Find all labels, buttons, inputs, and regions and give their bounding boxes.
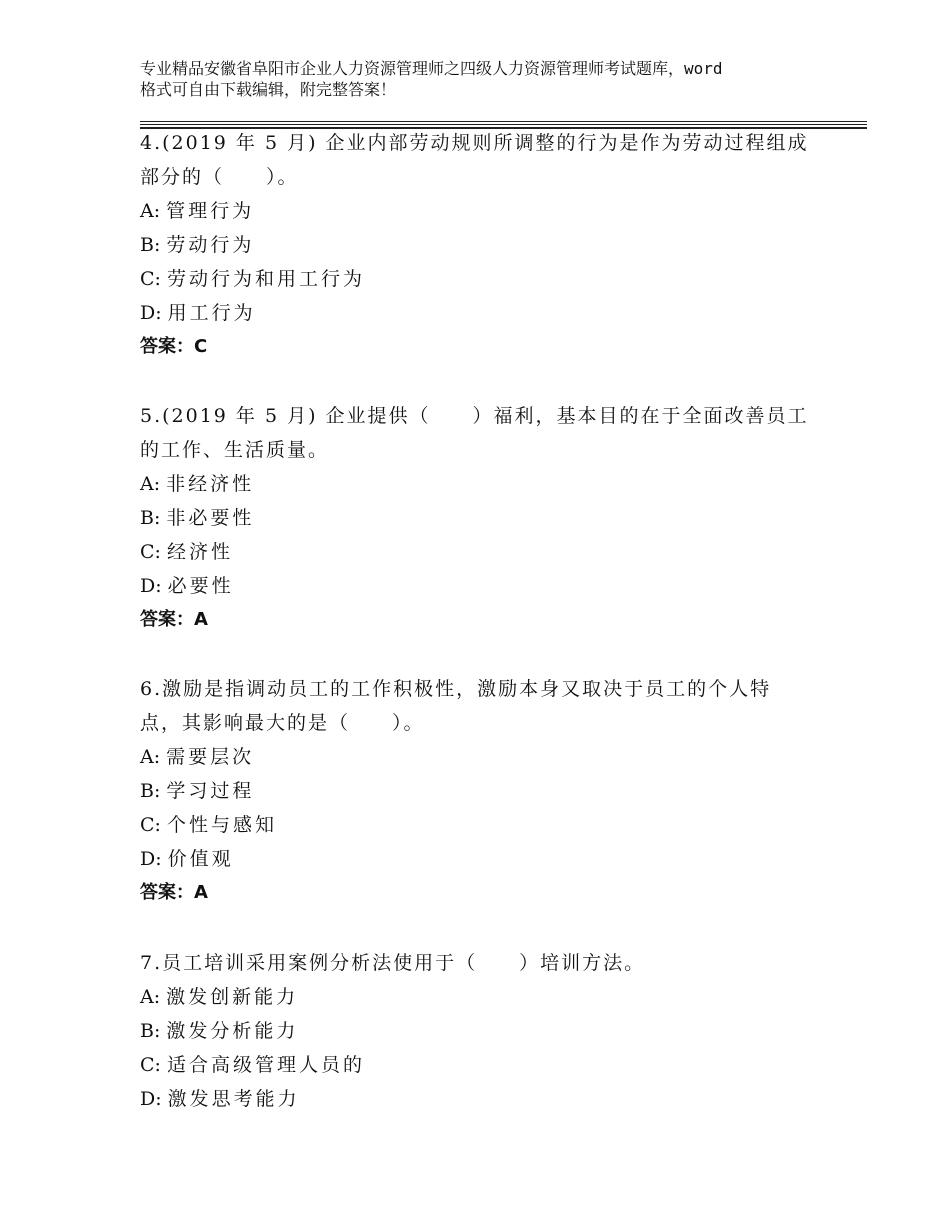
option-a bbox=[140, 467, 820, 501]
answer-label: 答案：C bbox=[140, 336, 208, 357]
option-b bbox=[140, 1014, 820, 1048]
header-divider bbox=[140, 124, 867, 125]
question-stem-line: 5.(2019 年 5 月) 企业提供（ ）福利，基本目的在于全面改善员工 bbox=[140, 405, 809, 427]
option-text: 劳动行为和用工行为 bbox=[166, 268, 365, 290]
option-d bbox=[140, 1082, 820, 1116]
option-letter: D: bbox=[140, 1088, 162, 1110]
option-letter: A: bbox=[140, 986, 161, 1008]
option-text: 经济性 bbox=[166, 541, 233, 563]
option-letter: D: bbox=[140, 302, 162, 324]
question-6 bbox=[140, 672, 820, 910]
option-letter: A: bbox=[140, 746, 161, 768]
option-a bbox=[140, 194, 820, 228]
option-text: 非必要性 bbox=[166, 507, 255, 529]
option-b bbox=[140, 501, 820, 535]
option-text: 适合高级管理人员的 bbox=[166, 1054, 365, 1076]
option-b bbox=[140, 228, 820, 262]
question-stem-line: 6.激励是指调动员工的工作积极性，激励本身又取决于员工的个人特 bbox=[140, 678, 772, 700]
option-letter: A: bbox=[140, 473, 161, 495]
question-5 bbox=[140, 399, 820, 637]
option-c bbox=[140, 262, 820, 296]
option-letter: D: bbox=[140, 848, 162, 870]
option-letter: A: bbox=[140, 200, 161, 222]
option-letter: B: bbox=[140, 507, 161, 529]
option-text: 激发创新能力 bbox=[166, 986, 299, 1008]
option-text: 学习过程 bbox=[166, 780, 255, 802]
option-d bbox=[140, 569, 820, 603]
option-b bbox=[140, 774, 820, 808]
header-divider bbox=[140, 121, 867, 122]
option-text: 必要性 bbox=[167, 575, 234, 597]
answer-label: 答案：A bbox=[140, 882, 208, 903]
question-stem-line: 部分的（ ）。 bbox=[140, 166, 299, 188]
option-text: 需要层次 bbox=[166, 746, 255, 768]
option-c bbox=[140, 808, 820, 842]
option-text: 非经济性 bbox=[166, 473, 255, 495]
option-c bbox=[140, 1048, 820, 1082]
header-line-2: 格式可自由下载编辑，附完整答案！ bbox=[140, 80, 397, 99]
question-7 bbox=[140, 946, 820, 1116]
option-text: 劳动行为 bbox=[166, 234, 255, 256]
option-letter: D: bbox=[140, 575, 162, 597]
option-c bbox=[140, 535, 820, 569]
option-a bbox=[140, 740, 820, 774]
question-stem-line: 7.员工培训采用案例分析法使用于（ ）培训方法。 bbox=[140, 952, 646, 974]
option-text: 用工行为 bbox=[167, 302, 256, 324]
option-a bbox=[140, 980, 820, 1014]
option-text: 激发思考能力 bbox=[167, 1088, 300, 1110]
option-text: 价值观 bbox=[167, 848, 234, 870]
option-letter: C: bbox=[140, 268, 161, 290]
option-letter: C: bbox=[140, 1054, 161, 1076]
option-letter: C: bbox=[140, 814, 161, 836]
option-text: 激发分析能力 bbox=[166, 1020, 299, 1042]
header-line-1: 专业精品安徽省阜阳市企业人力资源管理师之四级人力资源管理师考试题库，word bbox=[140, 59, 723, 78]
question-stem-line: 的工作、生活质量。 bbox=[140, 439, 330, 461]
option-letter: C: bbox=[140, 541, 161, 563]
option-d bbox=[140, 296, 820, 330]
option-letter: B: bbox=[140, 1020, 161, 1042]
question-4 bbox=[140, 126, 820, 364]
document-header bbox=[140, 58, 840, 100]
question-stem-line: 点，其影响最大的是（ ）。 bbox=[140, 712, 425, 734]
option-text: 管理行为 bbox=[166, 200, 255, 222]
option-text: 个性与感知 bbox=[166, 814, 277, 836]
question-stem-line: 4.(2019 年 5 月) 企业内部劳动规则所调整的行为是作为劳动过程组成 bbox=[140, 132, 809, 154]
option-letter: B: bbox=[140, 780, 161, 802]
answer-label: 答案：A bbox=[140, 609, 208, 630]
option-d bbox=[140, 842, 820, 876]
option-letter: B: bbox=[140, 234, 161, 256]
